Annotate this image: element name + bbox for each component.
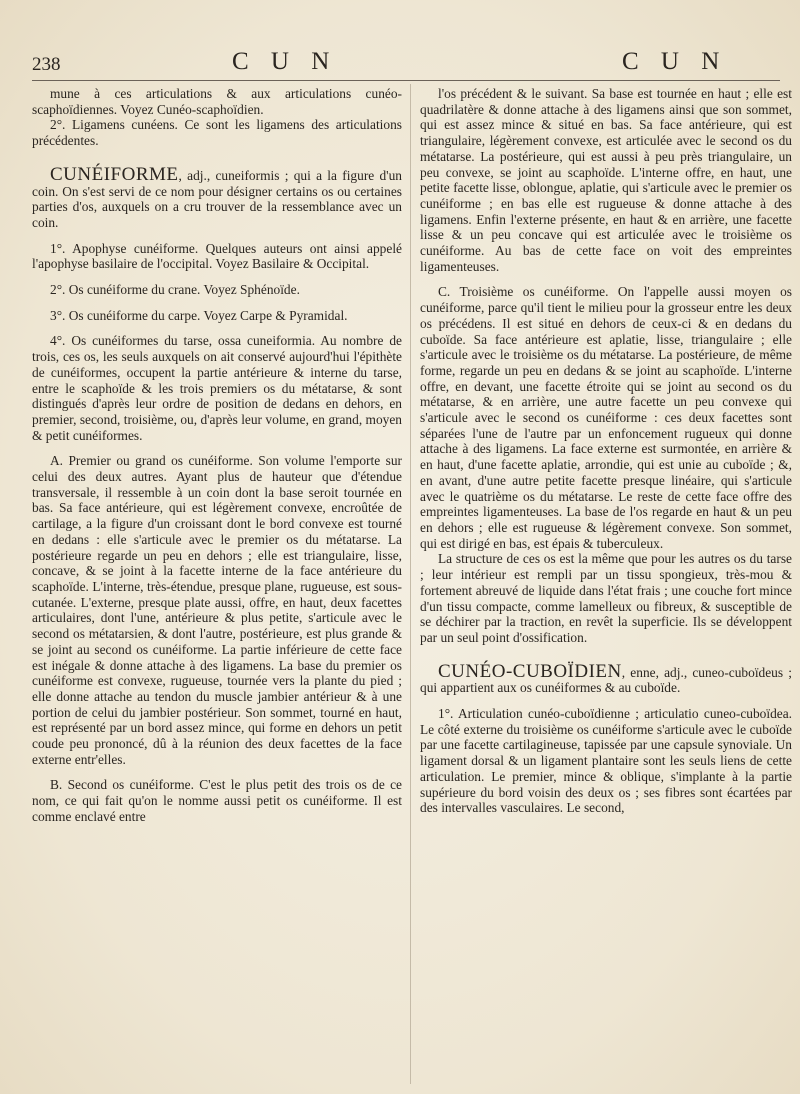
paragraph: 2°. Os cunéiforme du crane. Voyez Sphénoïde.: [50, 282, 300, 298]
headword: CUNÉIFORME: [50, 163, 179, 185]
paragraph: 1°. Articulation cunéo-cuboïdienne ; articulatio cuneo-cuboïdea. Le côté externe du troisième os cunéiforme s'articule avec le cuboïde par une facette cartilagineuse, tapissée par une capsule synoviale. Un ligament dorsal & un ligament plantaire sont les seuls liens de cette articulation. Le premier, mince & oblique, s'implante à la partie supérieure du bord voisin des deux os ; ses fibres sont écartées par des intervalles vasculaires. Le second,: [420, 706, 792, 816]
paragraph: A. Premier ou grand os cunéiforme. Son volume l'emporte sur celui des deux autres. Ayant plus de hauteur que d'étendue transversale, il ressemble à un coin dont la base seroit tournée en bas. Sa face antérieure, qui est légèrement convexe, encroûtée de cartilage, a la figure d'un croissant dont le bord convexe est tourné en dedans : elle s'articule avec le premier os du métatarse. La postérieure regarde un peu en dehors ; elle est triangulaire, lisse, concave, & se joint à la facette interne de la face antérieure du scaphoïde. L'interne, très-étendue, presque plane, rugueuse, est sous-cutanée. L'externe, presque plate aussi, offre, en haut, deux facettes articulaires, dont l'une, antérieure & plus petite, s'articule avec le second os métatarsien, & dont l'autre, postérieure, est plus grande & se joint au second os cunéiforme. La partie inférieure de cette face est inégale & donne attache à des ligamens. La base du premier os cunéiforme est convexe, rugueuse, tournée vers la plante du pied ; elle donne attache au tendon du muscle jambier antérieur & à une portion de celui du jambier postérieur. Son sommet, tourné en haut, est représenté par un bord assez mince, qui forme en dehors un petit coude peu prononcé, dû à la réunion des deux facettes de la face externe entr'elles.: [32, 453, 402, 767]
page-number: 238: [32, 54, 61, 75]
headword: CUNÉO-CUBOÏDIEN: [438, 660, 622, 682]
page-header: [32, 46, 780, 74]
running-head-left: C U N: [232, 48, 338, 75]
entry-text: , enne, adj., cuneo-cuboïdeus ; qui appartient aux os cunéiformes & au cuboïde.: [420, 664, 792, 696]
paragraph: La structure de ces os est la même que pour les autres os du tarse ; leur intérieur est rempli par un tissu spongieux, très-mou & fortement abreuvé de liquide dans l'état frais ; une couche fort mince d'un tissu compacte, comme lamelleux ou fibreux, & susceptible de se déchirer par la traction, en revêt la superficie. Ils se développent par un seul point d'ossification.: [420, 551, 792, 645]
paragraph: 3°. Os cunéiforme du carpe. Voyez Carpe & Pyramidal.: [50, 307, 348, 323]
left-column: [32, 86, 402, 825]
right-column: [420, 86, 792, 816]
paragraph: B. Second os cunéiforme. C'est le plus petit des trois os de ce nom, ce qui fait qu'on le nomme aussi petit os cunéiforme. Il est comme enclavé entre: [32, 777, 402, 824]
paragraph: mune à ces articulations & aux articulations cunéo-scaphoïdiennes. Voyez Cunéo-scaphoïdien.: [32, 86, 402, 117]
paragraph: C. Troisième os cunéiforme. On l'appelle aussi moyen os cunéiforme, parce qu'il tient le milieu pour la grosseur entre les deux os précédens. Il est situé en dehors de ceux-ci & en dedans du cuboïde. Sa face antérieure est aplatie, lisse, triangulaire ; elle s'articule avec le troisième os du métatarse. La postérieure, de même forme, regarde un peu en dedans & se joint au scaphoïde. L'interne offre, en devant, une facette étroite qui se joint au second os du métatarse, & en arrière, une autre facette un peu convexe qui s'articule avec le second os cunéiforme : ces deux facettes sont séparées l'une de l'autre par un enfoncement rugueux qui donne attache à des ligamens. La face externe est surmontée, en arrière & en haut, d'une facette aplatie, arrondie, qui est unie au cuboïde ; &, en avant, d'une autre petite facette presque linéaire, qui s'articule avec le quatrième os du métatarse. Le reste de cette face offre des empreintes ligamenteuses. La base de l'os regarde en haut & un peu en dehors ; elle est rugueuse & légèrement convexe. Son sommet, qui est dirigé en bas, est épais & tuberculeux.: [420, 284, 792, 551]
header-rule: [32, 80, 780, 81]
paragraph: l'os précédent & le suivant. Sa base est tournée en haut ; elle est quadrilatère & donne attache à des ligamens ainsi que son sommet, qui est assez mince & situé en bas. Sa face antérieure, qui est triangulaire, légèrement convexe, est articulée avec le second os du métatarse. La postérieure, qui est aussi à peu près triangulaire, un peu convexe, se joint au scaphoïde. L'interne offre, en haut, une petite facette lisse, oblongue, aplatie, qui s'articule avec le premier os cunéiforme ; en bas elle est rugueuse & donne attache à des ligamens. Enfin l'externe présente, en haut & en arrière, une facette lisse & un peu concave qui est articulée avec le troisième os cunéiforme. Au bas de cette face on voit des empreintes ligamenteuses.: [420, 86, 792, 274]
column-separator: [410, 84, 411, 1084]
paragraph: 4°. Os cunéiformes du tarse, ossa cuneiformia. Au nombre de trois, ces os, les seuls auxquels on ait conservé aujourd'hui l'épithète de cunéiformes, occupent la partie antérieure & interne du tarse, entre le scaphoïde & les trois premiers os du métatarse, & sont distingués d'après leur ordre de position de dedans en dehors, en premier, second, troisième, ou, d'après leur volume, en grand, moyen & petit cunéiformes.: [32, 333, 402, 443]
entry-text: , adj., cuneiformis ; qui a la figure d'un coin. On s'est servi de ce nom pour désigner certains os ou certaines parties d'os, auxquels on a cru trouver de la ressemblance avec un coin.: [32, 167, 402, 230]
running-head-right: C U N: [622, 48, 728, 75]
entry-cuneo-cuboidien: [420, 660, 792, 696]
entry-cuneiforme: [32, 163, 402, 231]
paragraph: 2°. Ligamens cunéens. Ce sont les ligamens des articulations précédentes.: [32, 117, 402, 149]
paragraph: 1°. Apophyse cunéiforme. Quelques auteurs ont ainsi appelé l'apophyse basilaire de l'occipital. Voyez Basilaire & Occipital.: [32, 240, 402, 272]
